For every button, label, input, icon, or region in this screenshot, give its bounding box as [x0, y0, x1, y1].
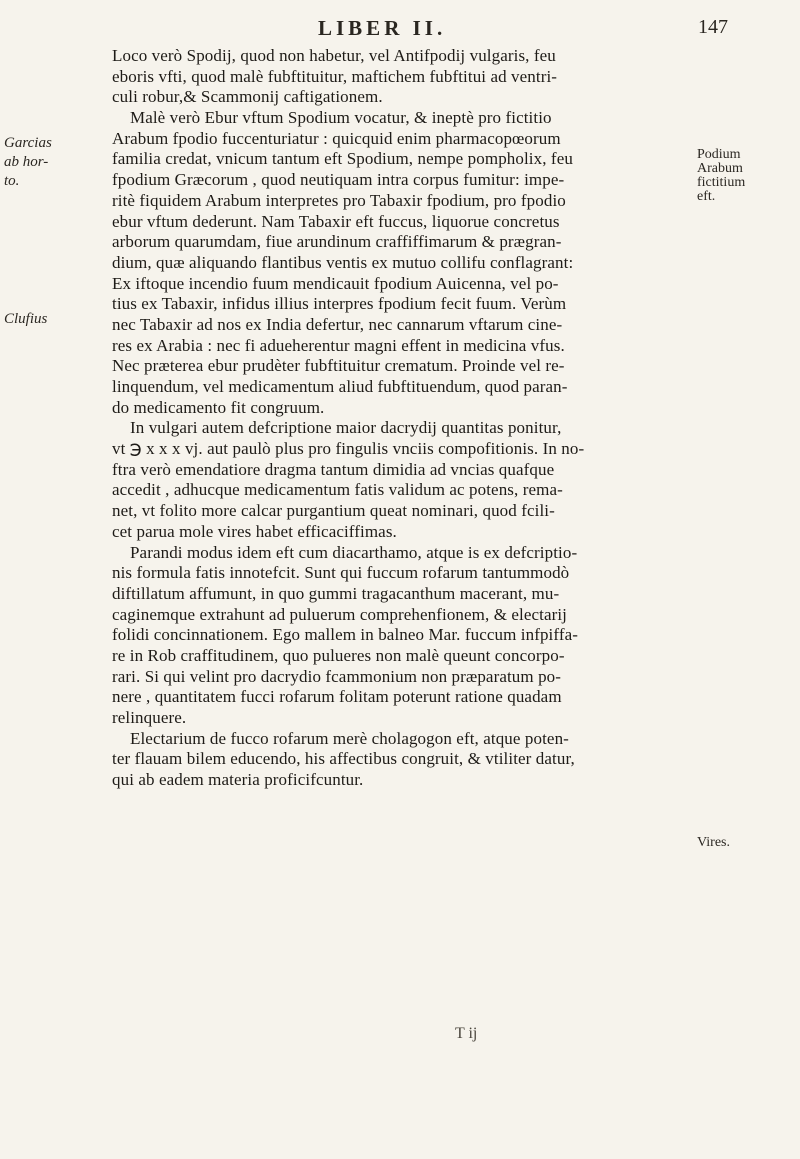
signature-mark: T ij	[455, 1025, 478, 1042]
text-line: Nec præterea ebur prudèter fubftituitur crematum. Proinde vel re-	[112, 356, 565, 376]
text-line: cet parua mole vires habet efficaciffimas.	[112, 521, 397, 541]
text-line: dium, quæ aliquando flantibus ventis ex mutuo collifu conflagrant:	[112, 252, 574, 272]
text-line: arborum quarumdam, fiue arundinum craffiffimarum & prægran-	[112, 232, 562, 252]
text-line: Electarium de fucco rofarum merè cholagogon eft, atque poten-	[130, 728, 569, 748]
text-line: Ex iftoque incendio fuum mendicauit fpodium Auicenna, vel po-	[112, 273, 559, 293]
page-header	[0, 14, 800, 44]
text-line: rari. Si qui velint pro dacrydio fcammonium non præparatum po-	[112, 666, 562, 686]
margin-note-line: Garcias	[4, 135, 52, 151]
text-line: ftra verò emendatiore dragma tantum dimidia ad vncias quafque	[112, 459, 555, 479]
margin-note-line: Arabum	[697, 161, 743, 176]
text-line: vt ℈ x x x vj. aut paulò plus pro fingulis vnciis compofitionis. In no-	[112, 439, 585, 459]
text-line: Arabum fpodio fuccenturiatur : quicquid enim pharmacopœorum	[112, 128, 561, 148]
margin-note-vires	[697, 836, 730, 850]
margin-note-line: Clufius	[4, 311, 48, 327]
text-line: Loco verò Spodij, quod non habetur, vel Antifpodij vulgaris, feu	[112, 46, 556, 65]
text-line: Parandi modus idem eft cum diacarthamo, atque is ex defcriptio-	[130, 542, 578, 562]
text-line: caginemque extrahunt ad puluerum comprehenfionem, & electarij	[112, 604, 568, 624]
margin-note-line: to.	[4, 173, 20, 189]
page-number: 147	[698, 16, 728, 38]
text-line: ebur vftum dederunt. Nam Tabaxir eft fuccus, liquorue concretus	[112, 211, 560, 231]
text-line: linquendum, vel medicamentum aliud fubftituendum, quod paran-	[112, 377, 568, 396]
text-line: Malè verò Ebur vftum Spodium vocatur, & ineptè pro fictitio	[130, 108, 552, 128]
margin-note-line: Vires.	[697, 835, 730, 850]
margin-note-clusius	[4, 310, 47, 329]
text-line: net, vt folito more calcar purgantium queat nominari, quod fcili-	[112, 501, 555, 521]
text-line: ritè fiquidem Arabum interpretes pro Tabaxir fpodium, pro fpodio	[112, 190, 566, 210]
text-line: nere , quantitatem fucci rofarum folitam poterunt ratione quadam	[112, 687, 562, 707]
text-line: tius ex Tabaxir, infidus illius interpres fpodium fecit fuum. Verùm	[112, 294, 567, 314]
text-line: nec Tabaxir ad nos ex India defertur, nec cannarum vftarum cine-	[112, 314, 563, 334]
margin-note-line: fictitium	[697, 175, 746, 190]
margin-note-line: Podium	[697, 147, 741, 162]
text-line: diftillatum affumunt, in quo gummi tragacanthum macerant, mu-	[112, 583, 560, 603]
text-line: nis formula fatis innotefcit. Sunt qui fuccum rofarum tantummodò	[112, 563, 570, 583]
text-line: relinquere.	[112, 708, 187, 727]
text-line: accedit , adhucque medicamentum fatis validum ac potens, rema-	[112, 480, 563, 500]
text-line: In vulgari autem defcriptione maior dacrydij quantitas ponitur,	[130, 418, 562, 438]
margin-note-podium	[697, 148, 745, 204]
text-line: culi robur,& Scammonij caftigationem.	[112, 87, 383, 107]
text-line: res ex Arabia : nec fi adueherentur magni effent in medicina vfus.	[112, 335, 565, 355]
running-title: LIBER II.	[318, 16, 447, 40]
text-line: fpodium Græcorum , quod neutiquam intra corpus fumitur: impe-	[112, 170, 565, 190]
text-line: do medicamento fit congruum.	[112, 397, 325, 417]
text-line: folidi concinnationem. Ego mallem in balneo Mar. fuccum infpiffa-	[112, 625, 578, 645]
margin-note-line: eft.	[697, 189, 716, 204]
text-line: ter flauam bilem educendo, his affectibus congruit, & vtiliter datur,	[112, 749, 575, 769]
text-line: qui ab eadem materia proficifcuntur.	[112, 770, 364, 790]
text-line: familia credat, vnicum tantum eft Spodium, nempe pompholix, feu	[112, 149, 573, 169]
margin-note-line: ab hor-	[4, 154, 49, 170]
margin-note-garcias	[4, 134, 52, 191]
body-text	[112, 46, 687, 791]
text-line: eboris vfti, quod malè fubftituitur, maftichem fubftitui ad ventri-	[112, 66, 558, 86]
text-line: re in Rob craffitudinem, quo pulueres non malè queunt concorpo-	[112, 645, 565, 665]
